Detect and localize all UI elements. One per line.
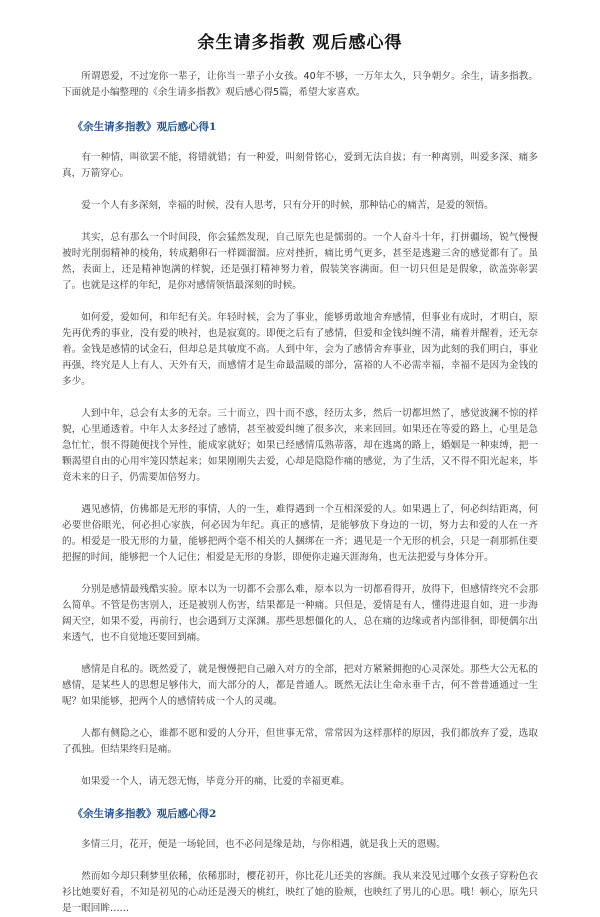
paragraph: 人到中年，总会有太多的无奈。三十而立，四十而不惑，经历太多，然后一切都坦然了，感觉波澜不惊的样貌，心里通透着。中年人太多经过了感情，甚至被爱纠缠了很多次，来来回回。如果还在等爱的路上，心里是急急忙忙，恨不得随便找个异性，能成家就好；如果已经感情瓜熟蒂落，却在逃离的路上，婚姻是一种束缚，把一颗渴望自由的心用牢笼囚禁起来；如果刚刚失去爱，心却是隐隐作痛的感觉，为了生活，又不得不阳光起来，毕竟未来的日子，仍需要加倍努力。: [62, 408, 538, 483]
page-title: 余生请多指教 观后感心得: [197, 33, 403, 53]
section-heading-1: 《余生请多指教》观后感心得1: [72, 121, 217, 133]
paragraph: 有一种情，叫欲罢不能，将错就错；有一种爱，叫刻骨铭心，爱到无法自拔；有一种离别，叫爱多深、痛多真，万箭穿心。: [62, 152, 538, 179]
section-heading-2: 《余生请多指教》观后感心得2: [72, 808, 217, 820]
paragraph: 爱一个人有多深刻，幸福的时候，没有人思考，只有分开的时候，那种钻心的痛苦，是爱的领悟。: [81, 200, 494, 211]
paragraph: 如果爱一个人，请无怨无悔，毕竟分开的痛，比爱的幸福更难。: [81, 776, 350, 787]
paragraph: 遇见感情，仿佛都是无形的事情，人的一生，难得遇到一个互相深爱的人。如果遇上了，何必纠结距离，何必要世俗眼光，何必担心家族，何必因为年纪。真正的感情，是能够放下身边的一切，努力去和爱的人在一齐的。相爱是一股无形的力量，能够把两个毫不相关的人捆绑在一齐；遇见是一个无形的机会，只是一刹那抓住要把握的时间，能够把一个人记住；相爱是无形的身影，即便你走遍天涯海角，也无法把爱与身体分开。: [62, 504, 538, 563]
paragraph: 人都有侧隐之心，谁都不愿和爱的人分开，但世事无常，常常因为这样那样的原因，我们都放弃了爱，选取了孤独。但结果终归是痛。: [62, 728, 538, 755]
paragraph: 如何爱，爱如何，和年纪有关。年轻时候，会为了事业，能够勇敢地舍弃感情，但事业有成时，才明白，原先再优秀的事业，没有爱的映衬，也是寂寞的。即便之后有了感情，但爱和金钱纠缠不清，痛着并醒着，还无奈着。金钱是感情的试金石，但却总是其敏度不高。人到中年，会为了感情舍弃事业，因为此刻的我们明白，事业再强，终究是人上有人、天外有天，而感情才是生命最温暖的部分，富裕的人不必需幸福，幸福不是因为金钱的多少。: [62, 312, 538, 387]
paragraph: 多情三月，花开，便是一场轮回，也不必问是缘是劫，与你相遇，就是我上天的恩赐。: [81, 839, 446, 850]
intro-paragraph: 所谓恩爱，不过宠你一辈子，让你当一辈子小女孩。40年不够，一万年太久，只争朝夕。余生，请多指教。下面就是小编整理的《余生请多指教》观后感心得5篇，希望大家喜欢。: [62, 71, 538, 98]
paragraph: 其实，总有那么一个时间段，你会猛然发现，自己原先也是懦弱的。一个人奋斗十年，打拼疆场，锐气慢慢被时光削弱精神的棱角，转成鹅卵石一样圆溜溜。应对挫折，痛比勇气更多，甚至是逃避三舍的感觉都有了。虽然，表面上，还是精神饱满的样貌，还是强打精神努力着，假装笑容满面。但一切只但是是假象，欲盖弥彰罢了。也就是这样的年纪，是你对感情领悟最深刻的时候。: [62, 232, 538, 291]
paragraph: 感情是自私的。既然爱了，就是慢慢把自己融入对方的全部，把对方紧紧拥抱的心灵深处。那些大公无私的感情，是某些人的思想足够伟大，而大部分的人，都是普通人。既然无法让生命永垂千古，何不普普通通过一生呢？如果能够，把两个人的感情转成一个人的灵魂。: [62, 664, 538, 707]
paragraph: 然而如今却只剩梦里依稀，依稀那时，樱花初开，你比花儿还美的容颜。我从来没见过哪个女孩子穿粉色衣衫比她要好看，不知是初见的心动还是漫天的桃红，映红了她的脸颊，也映红了男儿的心思。哦！顿心，原先只是一眼回眸……: [62, 871, 538, 914]
paragraph: 分别是感情最残酷实验。原本以为一切都不会那么难，原本以为一切都看得开，放得下，但感情终究不会那么简单。不管是伤害别人，还是被别人伤害，结果都是一种痛。只但是，爱情是有人，懂得进退自如，进一步海阔天空，如果不爱，再前行，也会遇到万丈深渊。那些思想僵化的人，总在痛的边缘或者内部徘徊，即便偶尔出来透气，也不自觉地还要回到痛。: [62, 584, 538, 643]
